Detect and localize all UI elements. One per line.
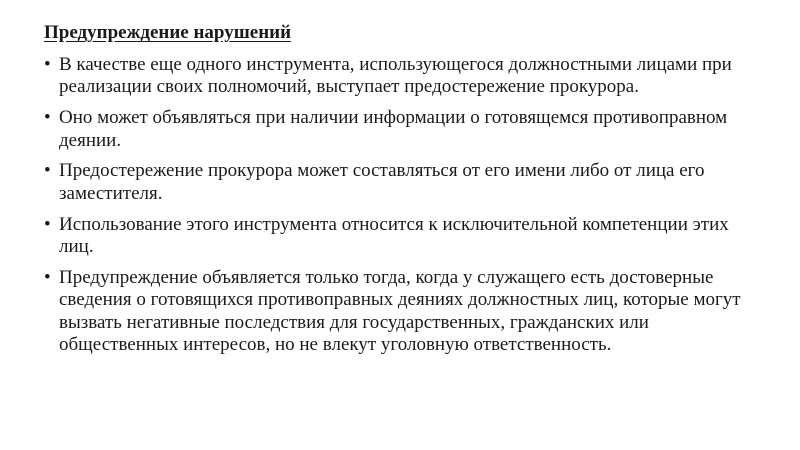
bullet-icon: •	[44, 54, 51, 75]
bullet-item	[44, 160, 764, 205]
bullet-item	[44, 107, 764, 152]
bullet-text: Использование этого инструмента относится к исключительной компетенции этих лиц.	[59, 213, 729, 258]
slide-title: Предупреждение нарушений	[44, 22, 292, 43]
bullet-item	[44, 214, 764, 259]
bullet-icon: •	[44, 266, 51, 288]
bullet-text: Предупреждение объявляется только тогда, когда у служащего есть достоверные сведения о готовящихся противоправных деяниях должностных лиц, которые могут вызвать негативные последствия для государственных, гражданских или общественных интересов, но не влекут уголовную ответственность.	[59, 266, 741, 356]
bullet-text: Предостережение прокурора может составляться от его имени либо от лица его заместителя.	[59, 160, 705, 204]
bullet-icon: •	[44, 107, 51, 129]
bullet-item	[44, 267, 764, 357]
bullet-item	[44, 54, 764, 99]
bullet-text: Оно может объявляться при наличии информации о готовящемся противоправном деянии.	[59, 107, 728, 151]
bullet-list	[44, 54, 764, 365]
bullet-icon: •	[44, 213, 51, 235]
bullet-icon: •	[44, 160, 51, 182]
bullet-text: В качестве еще одного инструмента, использующегося должностными лицами при реализации своих полномочий, выступает предостережение прокурора.	[59, 54, 732, 98]
